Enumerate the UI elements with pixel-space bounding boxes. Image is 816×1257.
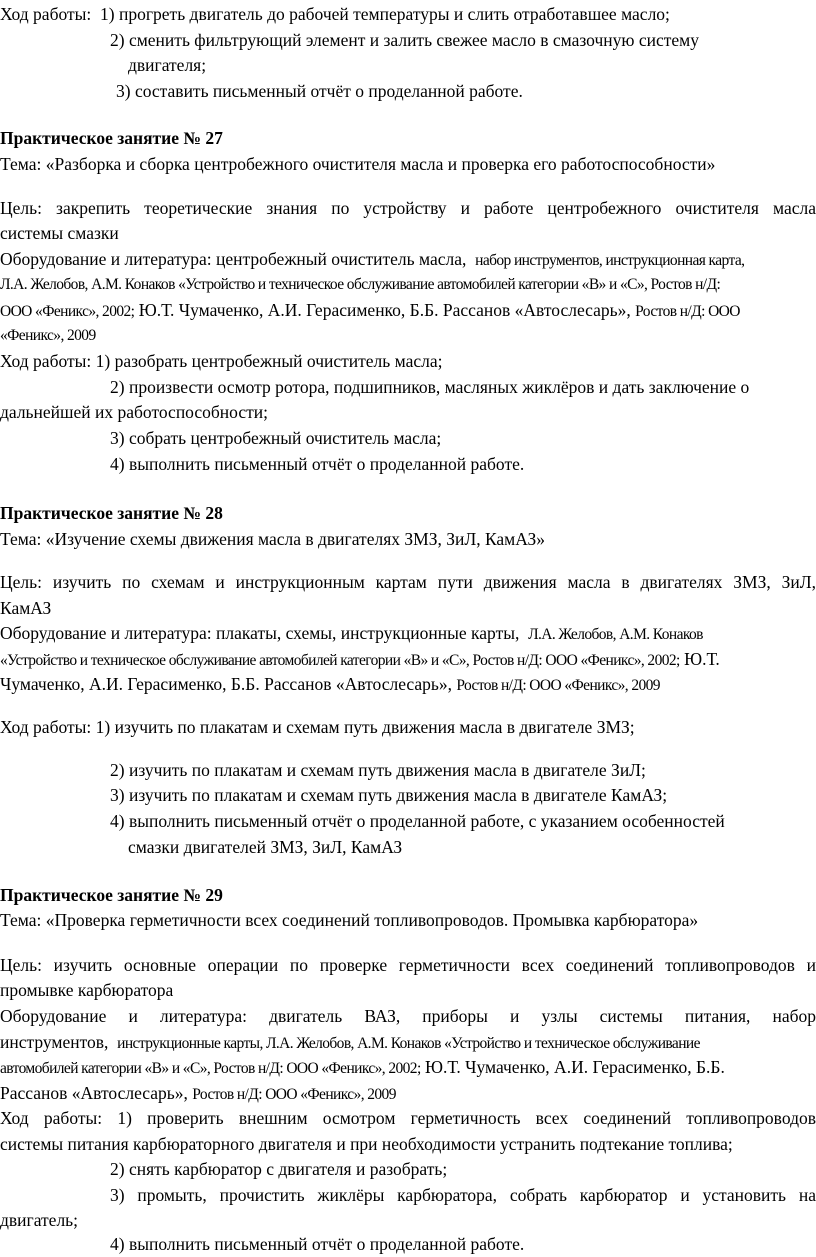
- p28-hod-3: 3) изучить по плакатам и схемам путь движения масла в двигателе КамАЗ;: [110, 785, 668, 805]
- p29-cel-1: Цель: изучить основные операции по проверке герметичности всех соединений топливопроводов и: [0, 955, 816, 975]
- p28-hod-2: 2) изучить по плакатам и схемам путь движения масла в двигателе ЗиЛ;: [110, 760, 646, 780]
- p29-hod-1: Ход работы: 1) проверить внешним осмотром герметичность всех соединений топливопроводов: [0, 1108, 816, 1128]
- p28-tema: Тема: «Изучение схемы движения масла в двигателях ЗМЗ, ЗиЛ, КамАЗ»: [0, 529, 545, 549]
- p28-equip-2: [0, 646, 720, 672]
- p28-cel-1: Цель: изучить по схемам и инструкционным картам пути движения масла в двигателях ЗМЗ, ЗиЛ,: [0, 572, 816, 592]
- p28-hod-4: 4) выполнить письменный отчёт о проделанной работе, с указанием особенностей: [110, 811, 725, 831]
- p27-equip-3: [0, 297, 740, 323]
- p29-equip-3: [0, 1054, 725, 1080]
- p28-equip-3: [0, 671, 660, 697]
- p27-equip-3b: Ю.Т. Чумаченко, А.И. Герасименко, Б.Б. Рассанов «Автослесарь»,: [138, 300, 631, 320]
- p29-equip-1: Оборудование и литература: двигатель ВАЗ, приборы и узлы системы питания, набор: [0, 1006, 816, 1026]
- p28-title: Практическое занятие № 28: [0, 503, 223, 523]
- p27-equip-3c: Ростов н/Д: ООО: [635, 303, 740, 320]
- p29-hod-3-cont: двигатель;: [0, 1210, 79, 1230]
- p27-equip-1: [0, 246, 744, 272]
- intro-hod-label: Ход работы:: [0, 4, 92, 24]
- p29-equip-2: [0, 1029, 700, 1055]
- p28-equip-1: [0, 620, 703, 646]
- p27-hod-2-cont: дальнейшей их работоспособности;: [0, 402, 268, 422]
- p29-equip-4a: Рассанов «Автослесарь»,: [0, 1083, 188, 1103]
- intro-step-2-cont: двигателя;: [128, 55, 207, 75]
- p28-cel-2: КамАЗ: [0, 598, 52, 618]
- p29-title: Практическое занятие № 29: [0, 885, 223, 905]
- p27-cel-2: системы смазки: [0, 223, 119, 243]
- intro-step-1: 1) прогреть двигатель до рабочей температуры и слить отработавшее масло;: [100, 4, 670, 24]
- p28-equip-1a: Оборудование и литература: плакаты, схемы, инструкционные карты,: [0, 623, 520, 643]
- intro-step-2: 2) сменить фильтрующий элемент и залить свежее масло в смазочную систему: [110, 30, 699, 50]
- p29-hod-4: 4) выполнить письменный отчёт о проделанной работе.: [110, 1234, 525, 1254]
- p28-equip-3b: Ростов н/Д: ООО «Феникс», 2009: [456, 677, 660, 694]
- p28-equip-2b: Ю.Т.: [684, 649, 720, 669]
- p29-equip-3a: автомобилей категории «В» и «С», Ростов н/Д: ООО «Феникс», 2002;: [0, 1060, 421, 1077]
- p27-hod-1: Ход работы: 1) разобрать центробежный очиститель масла;: [0, 351, 443, 371]
- intro-step-3: 3) составить письменный отчёт о проделанной работе.: [116, 81, 523, 101]
- p27-equip-3a: ООО «Феникс», 2002;: [0, 303, 135, 320]
- p27-equip-4: «Феникс», 2009: [0, 327, 96, 344]
- p29-equip-2a: инструментов,: [0, 1032, 109, 1052]
- p28-hod-1: Ход работы: 1) изучить по плакатам и схемам путь движения масла в двигателе ЗМЗ;: [0, 717, 635, 737]
- p27-cel-1: Цель: закрепить теоретические знания по устройству и работе центробежного очистителя масла: [0, 198, 816, 218]
- p27-hod-3: 3) собрать центробежный очиститель масла;: [110, 428, 442, 448]
- p27-hod-2: 2) произвести осмотр ротора, подшипников, масляных жиклёров и дать заключение о: [110, 377, 750, 397]
- p29-tema: Тема: «Проверка герметичности всех соединений топливопроводов. Промывка карбюратора»: [0, 910, 699, 930]
- p29-equip-4: [0, 1080, 396, 1106]
- p29-equip-2b: инструкционные карты, Л.А. Желобов, А.М. Конаков «Устройство и техническое обслуживание: [117, 1035, 700, 1052]
- p27-hod-4: 4) выполнить письменный отчёт о проделанной работе.: [110, 454, 525, 474]
- p29-equip-4b: Ростов н/Д: ООО «Феникс», 2009: [192, 1086, 396, 1103]
- p27-equip-1a: Оборудование и литература: центробежный очиститель масла,: [0, 249, 467, 269]
- p28-equip-1b: Л.А. Желобов, А.М. Конаков: [528, 626, 703, 643]
- p29-hod-1-cont: системы питания карбюраторного двигателя и при необходимости устранить подтекание топлива;: [0, 1134, 733, 1154]
- p27-equip-2: Л.А. Желобов, А.М. Конаков «Устройство и техническое обслуживание автомобилей категории «В» и «С», Ростов н/Д:: [0, 276, 721, 293]
- intro-step-1-line: [0, 1, 670, 27]
- p27-equip-1b: набор инструментов, инструкционная карта,: [475, 252, 745, 269]
- p29-hod-2: 2) снять карбюратор с двигателя и разобрать;: [110, 1159, 448, 1179]
- p28-equip-3a: Чумаченко, А.И. Герасименко, Б.Б. Рассанов «Автослесарь»,: [0, 674, 453, 694]
- p29-equip-3b: Ю.Т. Чумаченко, А.И. Герасименко, Б.Б.: [425, 1057, 725, 1077]
- p29-cel-2: промывке карбюратора: [0, 980, 174, 1000]
- p28-hod-4-cont: смазки двигателей ЗМЗ, ЗиЛ, КамАЗ: [128, 837, 403, 857]
- p29-hod-3: 3) промыть, прочистить жиклёры карбюратора, собрать карбюратор и установить на: [110, 1185, 816, 1205]
- p27-tema: Тема: «Разборка и сборка центробежного очистителя масла и проверка его работоспособности»: [0, 154, 716, 174]
- p27-title: Практическое занятие № 27: [0, 128, 223, 148]
- p28-equip-2a: «Устройство и техническое обслуживание автомобилей категории «В» и «С», Ростов н/Д: ООО «Феникс», 2002;: [0, 652, 680, 669]
